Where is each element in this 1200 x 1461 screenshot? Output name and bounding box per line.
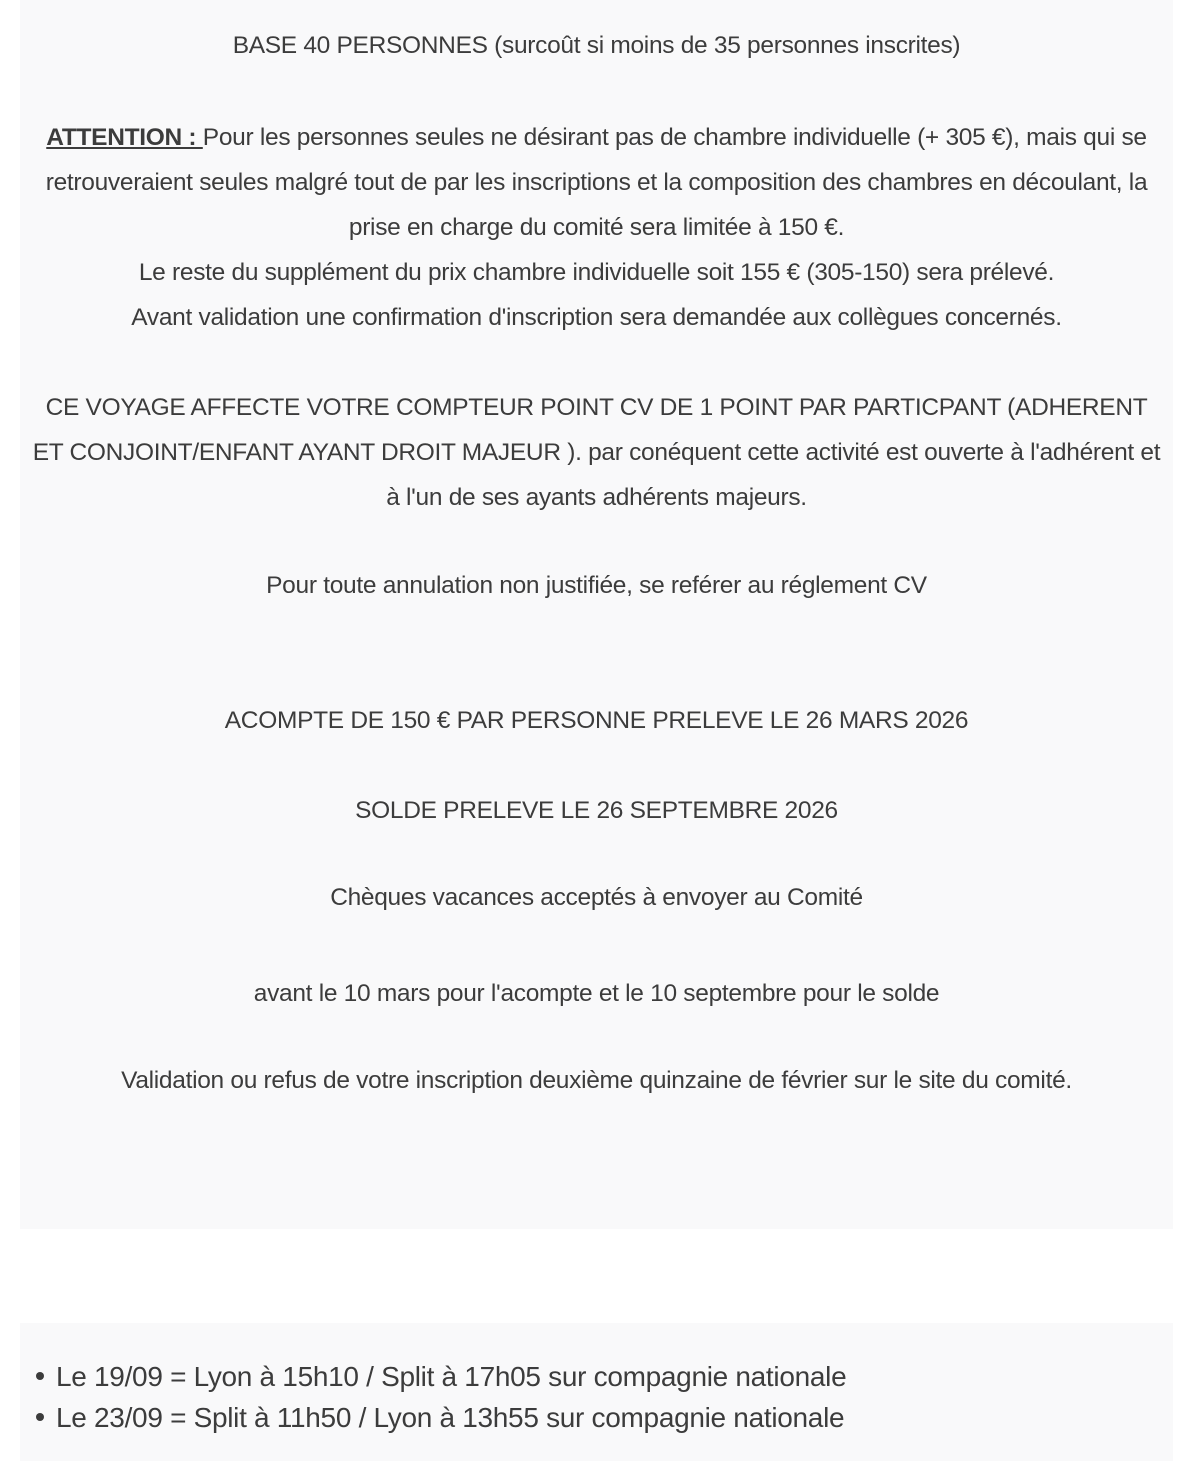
balance-line: SOLDE PRELEVE LE 26 SEPTEMBRE 2026 (355, 797, 838, 824)
flight-outbound-text: Le 19/09 = Lyon à 15h10 / Split à 17h05 sur compagnie nationale (56, 1361, 847, 1392)
flight-return-text: Le 23/09 = Split à 11h50 / Lyon à 13h55 sur compagnie nationale (56, 1402, 845, 1433)
attention-text: Pour les personnes seules ne désirant pas de chambre individuelle (+ 305 €), mais qui se retrouveraient seules malgré tout de par les inscriptions et la composition des chambres en découlant, la prise en charge du comité sera limitée à 150 €. (45, 124, 1148, 241)
cheques-deadline-line: avant le 10 mars pour l'acompte et le 10 septembre pour le solde (253, 980, 940, 1007)
cv-points-paragraph: CE VOYAGE AFFECTE VOTRE COMPTEUR POINT CV DE 1 POINT PAR PARTICPANT (ADHERENT ET CONJOINT/ENFANT AYANT DROIT MAJEUR ). par conéquent cette activité est ouverte à l'adhérent et à l'un de ses ayants adhérents majeurs. (32, 394, 1161, 511)
confirmation-line: Avant validation une confirmation d'inscription sera demandée aux collègues concernés. (131, 304, 1062, 331)
attention-label: ATTENTION : (46, 124, 203, 151)
trip-info-card (20, 0, 1173, 1229)
base-persons-line: BASE 40 PERSONNES (surcoût si moins de 35 personnes inscrites) (232, 32, 961, 59)
attention-paragraph (30, 115, 1163, 250)
bullet-icon (36, 1413, 44, 1421)
cheques-vacances-line: Chèques vacances acceptés à envoyer au Comité (330, 884, 863, 911)
deposit-line: ACOMPTE DE 150 € PAR PERSONNE PRELEVE LE 26 MARS 2026 (224, 707, 969, 734)
flight-outbound-line (34, 1356, 1159, 1397)
validation-notice-line: Validation ou refus de votre inscription deuxième quinzaine de février sur le site du comité. (121, 1067, 1072, 1094)
single-room-supplement-line: Le reste du supplément du prix chambre individuelle soit 155 € (305-150) sera prélevé. (138, 259, 1055, 286)
flight-schedule-card (20, 1323, 1173, 1461)
cancellation-policy-line: Pour toute annulation non justifiée, se reférer au réglement CV (266, 572, 927, 599)
bullet-icon (36, 1372, 44, 1380)
flight-return-line (34, 1397, 1159, 1438)
